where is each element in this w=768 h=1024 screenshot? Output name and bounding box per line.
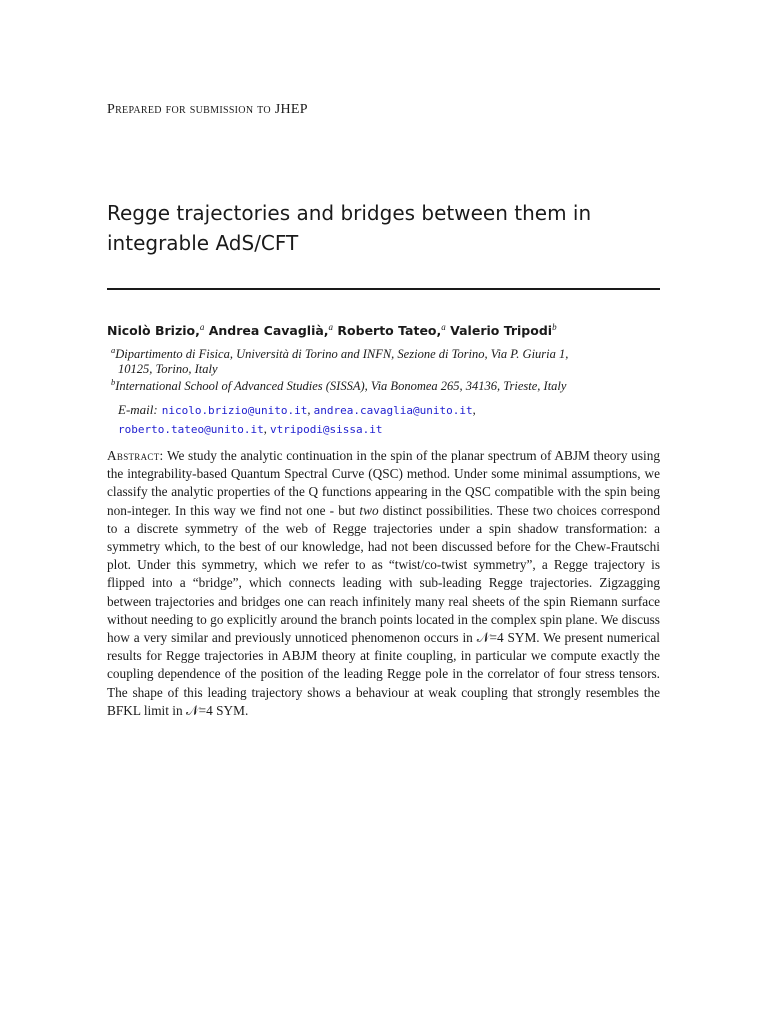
title-line-2: integrable AdS/CFT [107,231,299,255]
abstract-theory-name: 𝒩=4 SYM [476,630,537,646]
abstract-heading: Abstract: [107,448,164,463]
affiliation-text: 10125, Torino, Italy [118,362,218,376]
paper-title [107,198,660,258]
affiliation-index: b [111,376,116,387]
affiliation-a [111,344,664,377]
abstract-text: . [244,702,249,718]
author-affiliation-mark: b [552,322,557,332]
author-affiliation-mark: a [199,322,205,332]
submission-note: Prepared for submission to JHEP [107,102,308,117]
author-name: Valerio Tripodi [450,323,553,339]
email-link[interactable]: nicolo.brizio@unito.it [161,404,308,417]
abstract [107,447,660,720]
author-name: Nicolò Brizio, [107,323,200,339]
author-name: Roberto Tateo, [337,323,442,339]
email-link[interactable]: vtripodi@sissa.it [269,423,383,436]
abstract-text: . We present numerical results for Regge trajectories in ABJM theory at finite coupling, in particular we compute exactly the coupling dependence of the position of the leading Regge pole in the correlator of four stress tensors. The shape of this leading trajectory shows a behaviour at weak coupling that strongly resembles the BFKL limit in [107,630,660,718]
author-list [107,322,660,338]
affiliation-b [111,376,664,394]
author-affiliation-mark: a [328,322,334,332]
author-name: Andrea Cavaglià, [208,323,329,339]
abstract-theory-name: 𝒩=4 SYM [185,702,245,718]
affiliation-index: a [111,344,116,355]
title-rule [107,288,660,290]
email-label: E-mail: [118,402,158,417]
abstract-text: distinct possibilities. These two choices correspond to a discrete symmetry of the web of Regge trajectories under a spin shadow transformation: a symmetry which, to the best of our knowledge, had not been discussed before for the Chew-Frautschi plot. Under this symmetry, which we refer to as “twist/co-twist symmetry”, a Regge trajectory is flipped into a “bridge”, which connects leading with sub-leading Regge trajectories. Zigzagging between trajectories and bridges one can reach infinitely many real sheets of the spin Riemann surface without needing to go explicitly around the branch points located in the complex spin plane. We discuss how a very similar and previously unnoticed phenomenon occurs in [107,502,660,646]
abstract-emphasis: two [359,502,379,518]
affiliation-text: International School of Advanced Studies (SISSA), Via Bonomea 265, 34136, Trieste, Italy [115,379,567,393]
affiliation-text: Dipartimento di Fisica, Università di Torino and INFN, Sezione di Torino, Via P. Giuria 1, [115,347,569,361]
email-block: E-mail: nicolo.brizio@unito.it, andrea.cavaglia@unito.it, roberto.tateo@unito.it, vtripodi@sissa.it [118,402,476,436]
email-link[interactable]: roberto.tateo@unito.it [118,423,264,436]
email-link[interactable]: andrea.cavaglia@unito.it [313,404,473,417]
abstract-text: We study the analytic continuation in the spin of the planar spectrum of ABJM theory using the integrability-based Quantum Spectral Curve (QSC) method. Under some minimal assumptions, we classify the analytic properties of the Q functions appearing in the QSC compatible with the spin being non-integer. In this way we find not one - but [107,448,660,518]
title-line-1: Regge trajectories and bridges between them in [107,201,592,225]
author-affiliation-mark: a [441,322,446,332]
